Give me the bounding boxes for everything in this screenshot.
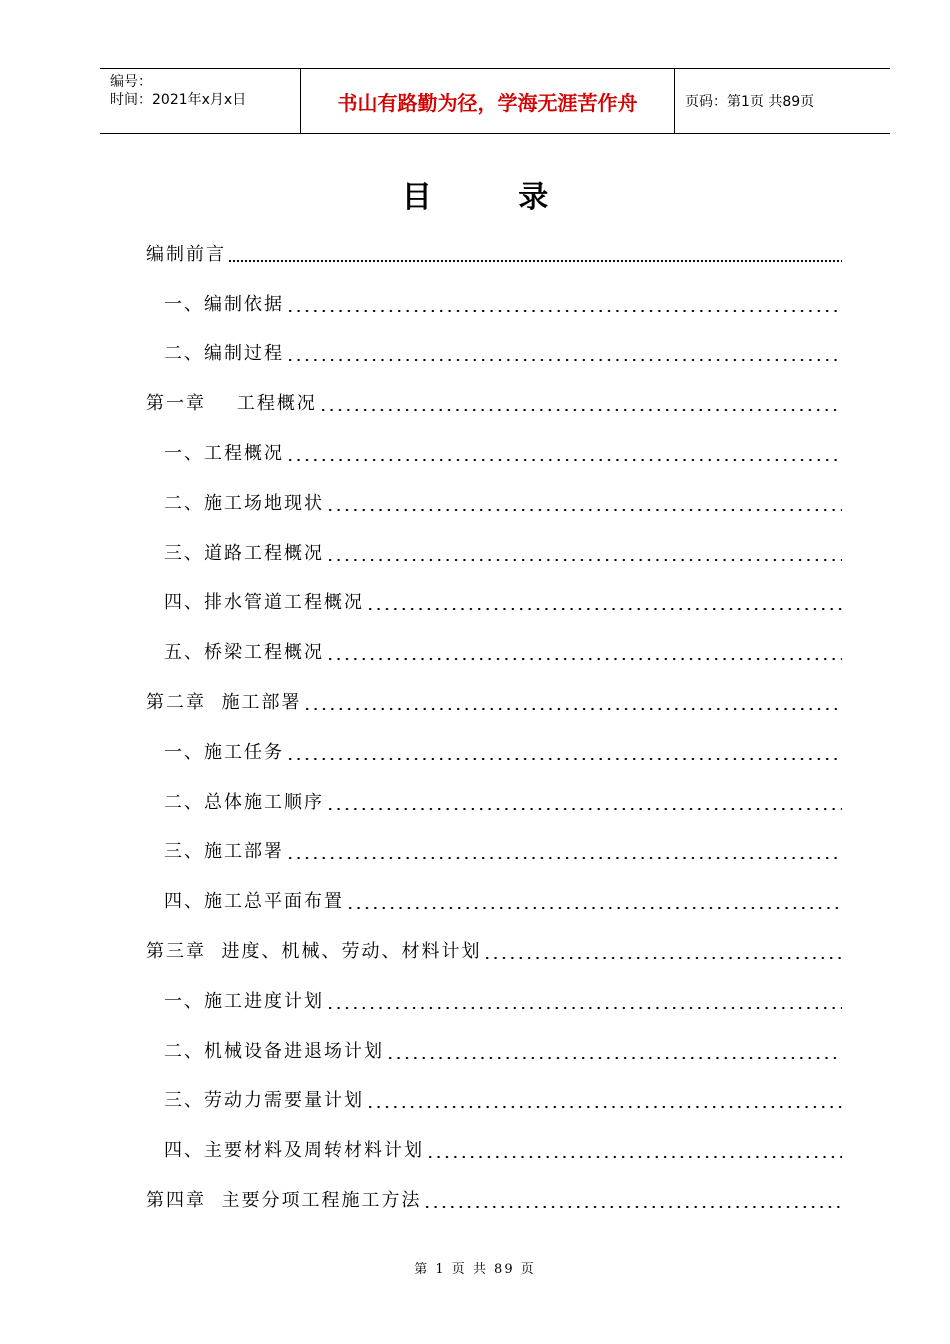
toc-entry-label: 四、排水管道工程概况 [164, 592, 364, 614]
toc-entry-label: 第一章 工程概况 [146, 393, 317, 415]
toc-entry[interactable] [146, 626, 842, 676]
toc-entry[interactable] [146, 925, 842, 975]
toc-entry[interactable] [146, 676, 842, 726]
toc-leader-dots [326, 492, 842, 512]
toc-entry[interactable] [146, 875, 842, 925]
toc-entry-label: 五、桥梁工程概况 [164, 642, 324, 664]
toc-leader-dots [326, 641, 842, 661]
toc-leader-dots [319, 392, 842, 412]
toc-entry[interactable] [146, 975, 842, 1025]
page-footer: 第 1 页 共 89 页 [414, 1262, 536, 1277]
toc-entry[interactable] [146, 527, 842, 577]
toc-entry-label: 一、施工任务 [164, 741, 284, 763]
toc-entry[interactable] [146, 1124, 842, 1174]
toc-entry-label: 一、工程概况 [164, 443, 284, 465]
toc-entry[interactable] [146, 328, 842, 378]
date-label: 时间：2021年x月x日 [110, 92, 247, 108]
toc-entry-label: 一、施工进度计划 [164, 990, 324, 1012]
toc-entry-label: 第二章 施工部署 [146, 692, 302, 714]
toc-entry-label: 二、总体施工顺序 [164, 791, 324, 813]
toc-entry-label: 三、劳动力需要量计划 [164, 1090, 364, 1112]
toc-leader-dots [346, 890, 842, 910]
header-page-info: 页码：第1页 共89页 [685, 94, 815, 110]
toc-leader-dots [423, 1189, 842, 1209]
toc-entry-label: 编制前言 [146, 243, 226, 265]
toc-leader-dots [326, 791, 842, 811]
toc-entry-label: 四、主要材料及周转材料计划 [164, 1140, 424, 1162]
toc-entry[interactable] [146, 228, 842, 278]
toc-leader-dots [326, 990, 842, 1010]
header-motto: 书山有路勤为径，学海无涯苦作舟 [301, 69, 675, 133]
toc-leader-dots [286, 342, 842, 362]
toc-entry-label: 三、施工部署 [164, 841, 284, 863]
toc-leader-dots [483, 940, 842, 960]
page-header [100, 68, 890, 134]
toc-entry[interactable] [146, 776, 842, 826]
toc-entry-label: 二、施工场地现状 [164, 492, 324, 514]
toc-entry-label: 二、机械设备进退场计划 [164, 1040, 384, 1062]
toc-leader-dots [286, 741, 842, 761]
toc-leader-dots [228, 243, 842, 263]
toc-entry[interactable] [146, 1025, 842, 1075]
toc-entry[interactable] [146, 477, 842, 527]
toc-leader-dots [303, 691, 842, 711]
toc-leader-dots [386, 1040, 842, 1060]
toc-leader-dots [286, 840, 842, 860]
toc-entry[interactable] [146, 726, 842, 776]
serial-number-label: 编号： [110, 74, 152, 90]
table-of-contents [146, 228, 842, 1224]
toc-entry-label: 第三章 进度、机械、劳动、材料计划 [146, 941, 482, 963]
toc-entry[interactable] [146, 1174, 842, 1224]
toc-leader-dots [426, 1139, 842, 1159]
toc-entry[interactable] [146, 577, 842, 627]
header-meta [100, 69, 301, 133]
toc-entry[interactable] [146, 427, 842, 477]
toc-entry[interactable] [146, 377, 842, 427]
toc-leader-dots [366, 1089, 842, 1109]
toc-leader-dots [286, 293, 842, 313]
toc-entry-label: 一、编制依据 [164, 293, 284, 315]
toc-entry-label: 四、施工总平面布置 [164, 891, 344, 913]
toc-entry[interactable] [146, 1075, 842, 1125]
toc-entry-label: 三、道路工程概况 [164, 542, 324, 564]
toc-leader-dots [366, 591, 842, 611]
toc-entry-label: 二、编制过程 [164, 343, 284, 365]
toc-entry[interactable] [146, 278, 842, 328]
page-title: 目 录 [401, 180, 587, 215]
toc-entry-label: 第四章 主要分项工程施工方法 [146, 1190, 422, 1212]
toc-leader-dots [326, 542, 842, 562]
toc-entry[interactable] [146, 826, 842, 876]
toc-leader-dots [286, 442, 842, 462]
